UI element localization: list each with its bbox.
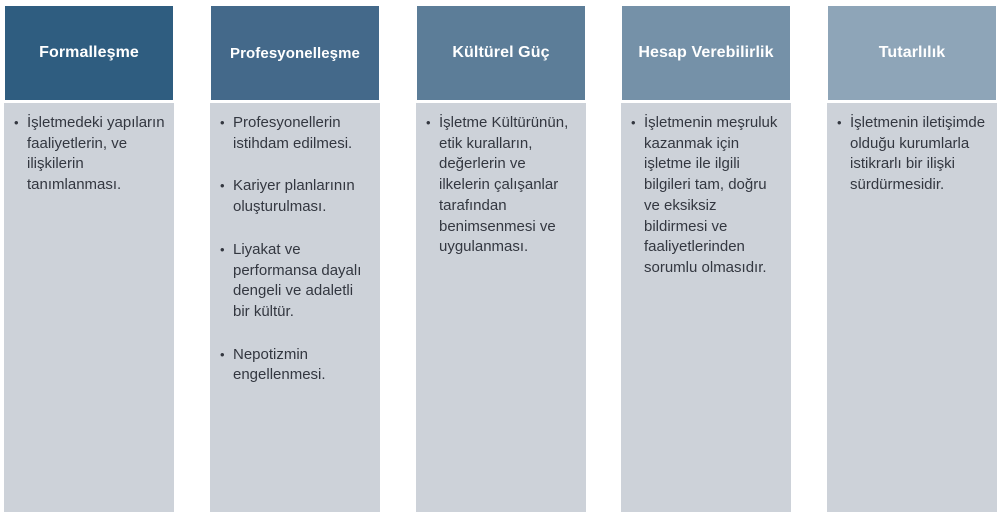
column-formallesme — [4, 5, 174, 512]
list-item — [837, 113, 989, 196]
bullet-icon: • — [220, 346, 225, 362]
bullet-list — [631, 113, 783, 279]
bullet-icon: • — [426, 115, 431, 130]
column-body — [621, 103, 791, 512]
list-item-text: İşletmenin meşruluk kazanmak için işletme ile ilgili bilgileri tam, doğru ve eksiksiz bildirmesi ve faaliyetlerinden sorumlu olmasıdır. — [644, 114, 778, 276]
list-item — [631, 113, 783, 279]
bullet-list — [837, 113, 989, 196]
column-hesap-verebilirlik — [621, 5, 791, 512]
bullet-icon: • — [220, 241, 225, 257]
column-header: Hesap Verebilirlik — [621, 5, 791, 101]
column-tutarlilik — [827, 5, 997, 512]
column-header: Tutarlılık — [827, 5, 997, 101]
bullet-icon: • — [220, 115, 225, 130]
column-body — [827, 103, 997, 512]
column-body — [210, 103, 380, 512]
list-item — [220, 345, 372, 386]
bullet-icon: • — [220, 178, 225, 194]
column-header: Profesyonelleşme — [210, 5, 380, 101]
list-item-text: Liyakat ve performansa dayalı dengeli ve adaletli bir kültür. — [233, 240, 362, 320]
column-header: Kültürel Güç — [416, 5, 586, 101]
bullet-icon: • — [837, 115, 842, 130]
list-item — [426, 113, 578, 258]
bullet-icon: • — [14, 115, 19, 130]
list-item-text: Profesyonellerin istihdam edilmesi. — [233, 114, 353, 152]
column-body — [4, 103, 174, 512]
list-item — [220, 240, 372, 323]
list-item — [220, 113, 372, 154]
list-item-text: İşletmenin iletişimde olduğu kurumlarla istikrarlı bir ilişki sürdürmesidir. — [850, 114, 986, 194]
list-item-text: Nepotizmin engellenmesi. — [233, 345, 326, 384]
bullet-list — [426, 113, 578, 258]
list-item — [14, 113, 166, 196]
list-item-text: İşletme Kültürünün, etik kuralların, değerlerin ve ilkelerin çalışanlar tarafından benimsenmesi ve uygulanması. — [439, 114, 569, 256]
column-profesyonellesme — [210, 5, 380, 512]
list-item-text: İşletmedeki yapıların faaliyetlerin, ve ilişkilerin tanımlanması. — [27, 114, 165, 194]
column-header: Formalleşme — [4, 5, 174, 101]
bullet-icon: • — [631, 115, 636, 130]
column-body — [416, 103, 586, 512]
bullet-list — [14, 113, 166, 196]
bullet-list — [220, 113, 372, 386]
list-item-text: Kariyer planlarının oluşturulması. — [233, 177, 355, 216]
column-kulturel-guc — [416, 5, 586, 512]
list-item — [220, 176, 372, 217]
